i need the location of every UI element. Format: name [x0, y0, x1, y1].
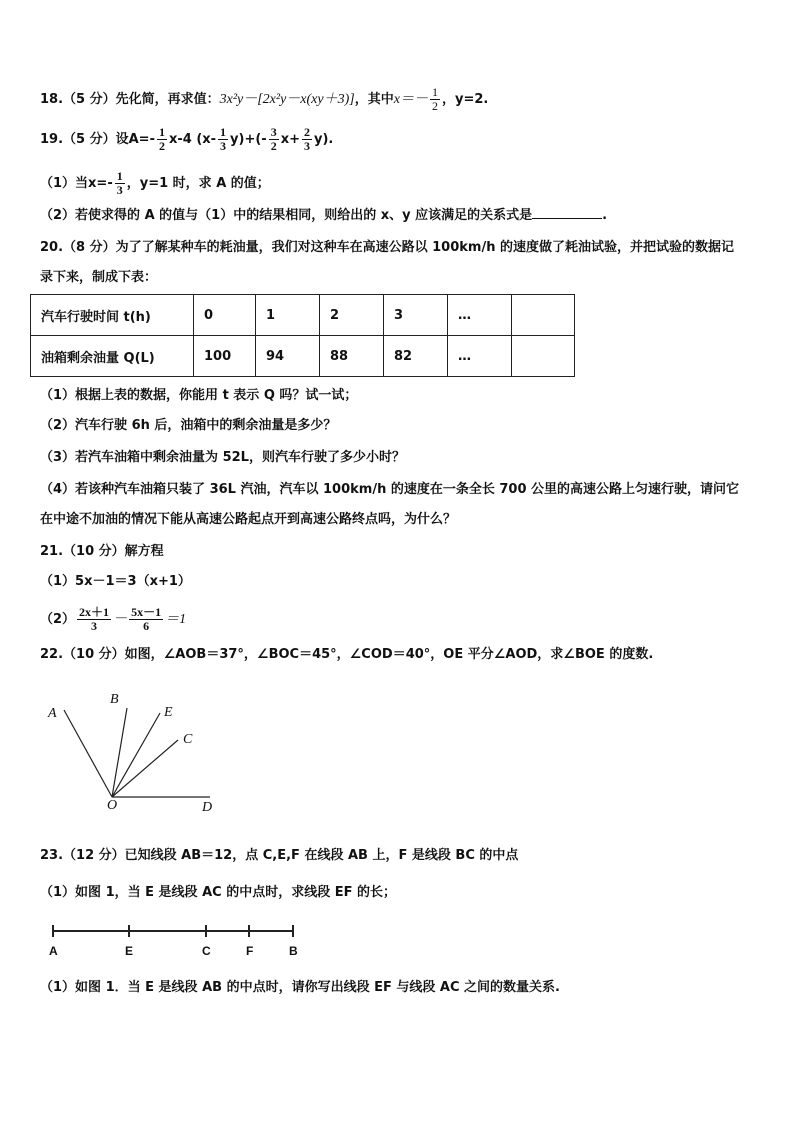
q19-f1-num: 1	[158, 125, 165, 139]
table-cell: 88	[320, 336, 384, 377]
q21-head: 21.（10 分）解方程	[40, 544, 164, 559]
q18-fraction	[430, 86, 440, 113]
table-cell: 1	[256, 295, 320, 336]
q20-part3: （3）若汽车油箱中剩余油量为 52L，则汽车行驶了多少小时？	[40, 450, 405, 465]
table-cell: 82	[384, 336, 448, 377]
q18-x-equals: x＝－	[393, 92, 428, 107]
q23-part2: （1）如图 1．当 E 是线段 AB 的中点时，请你写出线段 EF 与线段 AC 之间的数量关系.	[40, 980, 560, 995]
table-cell: 2	[320, 295, 384, 336]
q18-fraction-num: 1	[431, 85, 438, 99]
label-E: E	[164, 705, 173, 720]
q18-y-equals: ，y=2.	[441, 92, 489, 107]
table-row-header: 油箱剩余油量 Q(L)	[31, 336, 194, 377]
table-cell	[512, 295, 575, 336]
q19-mid-2: y)+(-	[230, 132, 267, 147]
q19-p1-head: （1）当	[40, 176, 89, 191]
q19-part2	[40, 206, 607, 226]
q19-p1-f-num: 1	[116, 169, 123, 183]
table-cell: 100	[194, 336, 256, 377]
fuel-table	[30, 294, 575, 377]
q20-part1: （1）根据上表的数据，你能用 t 表示 Q 吗？试一试；	[40, 388, 358, 403]
table-row	[31, 336, 575, 377]
q20-part4-line2: 在中途不加油的情况下能从高速公路起点开到高速公路终点吗，为什么？	[40, 512, 457, 527]
seg-label-B: B	[289, 944, 298, 958]
label-B: B	[110, 692, 119, 707]
q21-f2-den: 6	[143, 619, 150, 633]
answer-blank[interactable]	[532, 206, 602, 219]
table-cell: 3	[384, 295, 448, 336]
q19-f2-den: 3	[220, 139, 227, 153]
q21-equals: ＝1	[165, 612, 187, 627]
q19-fraction-3	[269, 126, 279, 153]
q19-f4-den: 3	[303, 139, 310, 153]
q19-f2-num: 1	[220, 125, 227, 139]
q20-part4-line1: （4）若该种汽车油箱只装了 36L 汽油，汽车以 100km/h 的速度在一条全长 700 公里的高速公路上匀速行驶，请问它	[40, 482, 740, 497]
q19-mid-1: x-4 (x-	[168, 132, 217, 147]
q19-head: 19.（5 分）设	[40, 132, 129, 147]
ray-OA	[64, 710, 112, 797]
q23-part1: （1）如图 1，当 E 是线段 AC 的中点时，求线段 EF 的长；	[40, 885, 397, 900]
label-C: C	[183, 732, 193, 747]
q18-fraction-den: 2	[431, 99, 438, 113]
q19-a-equals: A=-	[128, 132, 155, 147]
q21-minus: －	[113, 612, 128, 627]
q19-f3-num: 3	[270, 125, 277, 139]
q18-head: 18.（5 分）先化简，再求值：	[40, 92, 220, 107]
q23-head: 23.（12 分）已知线段 AB＝12，点 C,E,F 在线段 AB 上，F 是线段 BC 的中点	[40, 848, 519, 863]
q21-f2-num: 5x－1	[131, 605, 162, 619]
q21-fraction-2	[129, 606, 163, 633]
q18-expression: 3x²y－[2x²y－x(xy＋3)]	[219, 92, 355, 107]
q19-mid-3: x+	[280, 132, 300, 147]
seg-label-F: F	[246, 944, 254, 958]
q18-line	[40, 86, 488, 113]
q19-line	[40, 126, 333, 153]
label-O: O	[107, 798, 118, 813]
table-cell: 0	[194, 295, 256, 336]
ray-OC	[112, 740, 178, 797]
q19-p1-x: x=-	[88, 176, 113, 191]
q19-p1-fraction	[115, 170, 125, 197]
q19-fraction-1	[157, 126, 167, 153]
q21-fraction-1	[77, 606, 111, 633]
q19-p2-end: .	[602, 208, 608, 223]
q18-where: ，其中	[354, 92, 394, 107]
q19-p1-tail: ，y=1 时，求 A 的值；	[126, 176, 270, 191]
q19-p2-text: （2）若使求得的 A 的值与（1）中的结果相同，则给出的 x、y 应该满足的关系式是	[40, 208, 533, 223]
seg-label-E: E	[125, 944, 134, 958]
q21-f1-den: 3	[91, 619, 98, 633]
q20-line1: 20.（8 分）为了了解某种车的耗油量，我们对这种车在高速公路以 100km/h 的速度做了耗油试验，并把试验的数据记	[40, 240, 734, 255]
q21-p2-label: （2）	[40, 612, 76, 627]
q19-f4-num: 2	[303, 125, 310, 139]
ray-OB	[112, 708, 127, 797]
table-cell: …	[448, 295, 512, 336]
label-A: A	[48, 706, 57, 721]
q20-part2: （2）汽车行驶 6h 后，油箱中的剩余油量是多少？	[40, 418, 337, 433]
seg-label-C: C	[202, 944, 211, 958]
table-cell	[512, 336, 575, 377]
q20-line2: 录下来，制成下表：	[40, 270, 158, 285]
q21-part1: （1）5x－1＝3（x+1）	[40, 574, 191, 589]
q19-fraction-4	[302, 126, 312, 153]
q19-fraction-2	[218, 126, 228, 153]
q19-part1	[40, 170, 270, 197]
table-row	[31, 295, 575, 336]
table-cell: 94	[256, 336, 320, 377]
label-D: D	[202, 800, 213, 815]
ray-OE	[112, 713, 160, 797]
q21-part2	[40, 606, 186, 633]
table-row-header: 汽车行驶时间 t(h)	[31, 295, 194, 336]
q19-p1-f-den: 3	[116, 183, 123, 197]
q19-f3-den: 2	[270, 139, 277, 153]
q22-text: 22.（10 分）如图，∠AOB＝37°，∠BOC＝45°，∠COD＝40°，OE 平分∠AOD，求∠BOE 的度数.	[40, 647, 654, 662]
q21-f1-num: 2x＋1	[79, 605, 110, 619]
q19-tail: y).	[313, 132, 334, 147]
seg-label-A: A	[49, 944, 58, 958]
table-cell: …	[448, 336, 512, 377]
q19-f1-den: 2	[158, 139, 165, 153]
